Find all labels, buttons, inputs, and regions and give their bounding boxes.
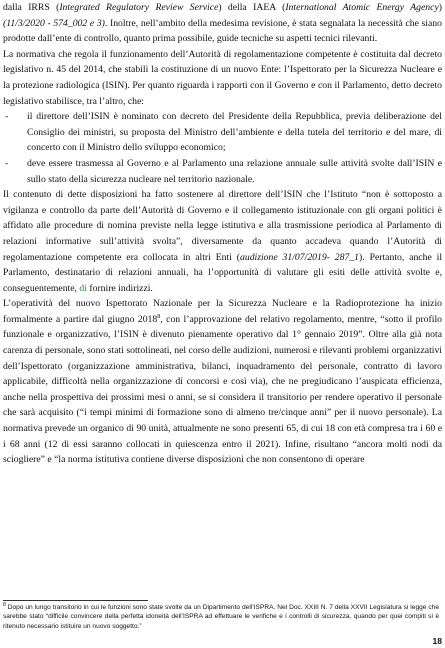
paragraph-normativa: La normativa che regola il funzionamento dell’Autorità di regolamentazione competente è costituita dal decreto legislativo n. 45 del 2014, che stabilì la costituzione di un nuovo Ente: l’Ispettorato per la Sicurezza Nucleare e la protezione radiologica (ISIN). Per quanto riguarda i rapporti con il Governo e con il Parlamento, detto decreto legislativo stabilisce, tra l’altro, che: [3, 48, 442, 107]
list-item-text: deve essere trasmessa al Governo e al Parlamento una relazione annuale sulle attività svolte dall’ISIN e sullo stato della sicurezza nucleare nel territorio nazionale. [27, 157, 442, 185]
paragraph-contenuto [3, 187, 442, 296]
list-dash: - [5, 157, 9, 169]
paragraph-irrs [3, 0, 442, 47]
text-run: Il contenuto di dette disposizioni ha fatto sostenere al direttore dell’ISIN che l’Istituto “non è sottoposto a vigilanza e controllo da parte dell’Autorità di Governo e il collegamento istituzionale con gli organi politici è affidato alle procedure di nomina previste nella legge istitutiva e alla trasmissione periodica al Parlamento di relazioni informative sull’attività svolta”, diversamente da quanto accadeva quando l’Autorità di regolamentazione competente era collocata in altri Enti ( [3, 189, 442, 263]
body-text [3, 0, 442, 468]
text-run: ) della IAEA ( [218, 2, 286, 13]
page-number: 18 [432, 636, 442, 646]
italic-citation: (11/3/2020 - 574_002 e 3) [3, 17, 105, 29]
footnote-text: Dopo un lungo transitorio in cui le funzioni sono state svolte da un Dipartimento dell’ISPRA. Nel Doc. XXIII N. 7 della XXVII Legislatura si legge che sarebbe stato “difficile convincere della perfetta idoneità dell’ISPRA ad effettuare le verifiche e i controlli di sicurezza, quando per quei compiti si è ritenuto necessario istituire un nuovo soggetto.” [3, 604, 439, 630]
list-item [3, 109, 442, 156]
text-run: L’operatività del nuovo Ispettorato Nazionale per la Sicurezza Nucleare e la Radioprotezione ha inizio formalmente a partire dal giugno 2018 [3, 298, 442, 325]
text-run: dalla IRRS ( [3, 2, 60, 13]
text-run: fornire indirizzi. [86, 282, 153, 294]
footnote-reference[interactable]: 8 [157, 312, 161, 320]
highlighted-word: di [79, 282, 87, 294]
italic-citation: audizione 31/07/2019- 287_1 [240, 251, 360, 263]
list-item [3, 156, 442, 187]
italic-term: Integrated Regulatory Review Service [59, 2, 219, 13]
footnote-separator [3, 600, 148, 601]
text-run: ). Pertanto, anche il Parlamento, destinatario di relazioni annuali, ha l’opportunità di valutare gli esiti delle attività svolte e, conseguentemente, [3, 251, 443, 294]
list-dash: - [5, 111, 9, 123]
paragraph-operativita [3, 296, 442, 468]
italic-term: International Atomic Energy Agency [285, 2, 439, 13]
text-run: ) [438, 2, 442, 13]
provisions-list [3, 109, 442, 187]
text-run: , con l’approvazione del relativo regolamento, mentre, “sotto il profilo funzionale e organizzativo, l’ISIN è divenuto pienamente operativo dal 1° gennaio 2019”. Oltre alla già nota carenza di personale, sono stati sottolineati, nel corso delle audizioni, numerosi e rilevanti problemi organizzativi dell’Ispettorato (organizzazione amministrativa, bilanci, inquadramento del personale, contratto di lavoro applicabile, difficoltà nella organizzazione di concorsi e così via), che ne pregiudicano l’auspicata efficienza, anche nella prospettiva dei prossimi mesi o anni, se si considera il transitorio per rendere operativo il personale che sarà acquisito (“i tempi minimi di formazione sono di almeno tre/cinque anni” per il nuovo personale). La normativa prevede un organico di 90 unità, attualmente ne sono presenti 65, di cui 18 con età compresa tra i 60 e i 68 anni (12 di essi saranno collocati in quiescenza entro il 2021). Infine, risultano “ancora molti nodi da sciogliere” e “la norma istitutiva contiene diverse disposizioni che non consentono di operare [3, 313, 442, 466]
footnote [3, 603, 439, 631]
list-item-text: il direttore dell’ISIN è nominato con decreto del Presidente della Repubblica, previa deliberazione del Consiglio dei ministri, su proposta del Ministro dell’ambiente e della tutela del territorio e del mare, di concerto con il Ministro dello sviluppo economico; [27, 111, 442, 154]
text-run: . Inoltre, nell’ambito della medesima revisione, è stata segnalata la necessità che siano prodotte dall’ente di controllo, quanto prima possibile, guide tecniche su aspetti tecnici rilevanti. [3, 17, 442, 45]
footnote-marker: 8 [3, 601, 6, 608]
